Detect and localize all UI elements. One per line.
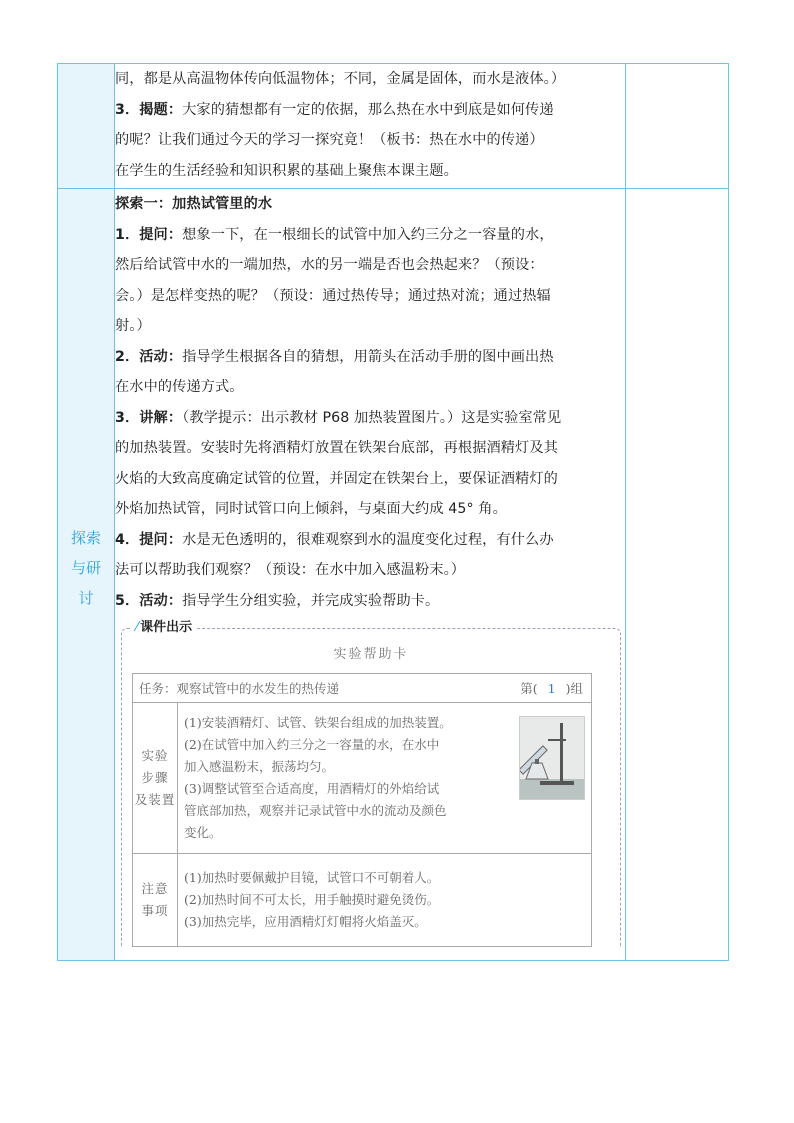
- group-number: 1: [547, 681, 556, 696]
- q4-label: 4．提问：: [115, 531, 183, 548]
- explore-content-cell: [115, 189, 626, 961]
- task-cell: [133, 674, 592, 703]
- steps-label-line-2: 步骤: [141, 770, 169, 785]
- intro-note-cell: [626, 64, 729, 189]
- note-1: (1)加热时要佩戴护目镜，试管口不可朝着人。: [184, 870, 440, 885]
- q4-text-1: 水是无色透明的，很难观察到水的温度变化过程，有什么办: [182, 531, 554, 548]
- q2-line-1: [115, 342, 625, 373]
- step-1: (1)安装酒精灯、试管、铁架台组成的加热装置。: [184, 715, 452, 730]
- task-text: 任务：观察试管中的水发生的热传递: [139, 681, 340, 696]
- explore-title: 探索一：加热试管里的水: [115, 196, 273, 212]
- step-2b: 加入感温粉末，振荡均匀。: [184, 759, 335, 774]
- explore-note-cell: [626, 189, 729, 961]
- q1-line-3: 会。）是怎样变热的呢？（预设：通过热传导；通过热对流；通过热辐: [115, 287, 551, 304]
- reveal-topic-label: 3．揭题：: [115, 101, 183, 118]
- q3-line-3: 火焰的大致高度确定试管的位置，并固定在铁架台上，要保证酒精灯的: [115, 470, 558, 487]
- explore-row: [58, 189, 729, 961]
- task-row: [133, 674, 592, 703]
- steps-label-line-1: 实验: [141, 748, 169, 763]
- note-2: (2)加热时间不可太长，用手触摸时避免烫伤。: [184, 892, 440, 907]
- notes-label-line-2: 事项: [141, 903, 169, 918]
- courseware-title-text: 课件出示: [140, 620, 193, 635]
- intro-row: [58, 64, 729, 189]
- q1-label: 1．提问：: [115, 226, 183, 243]
- reveal-topic-line-2: 的呢？让我们通过今天的学习一探究竟！（板书：热在水中的传递）: [115, 132, 544, 148]
- q1-line-1: [115, 220, 625, 251]
- intro-line-1: 同，都是从高温物体传向低温物体；不同，金属是固体，而水是液体。）: [115, 71, 566, 87]
- step-3c: 变化。: [184, 825, 222, 840]
- intro-content-cell: [115, 64, 626, 189]
- note-3: (3)加热完毕，应用酒精灯灯帽将火焰盖灭。: [184, 914, 427, 929]
- notes-label: [133, 854, 178, 947]
- courseware-title: [132, 619, 196, 637]
- steps-cell: [178, 703, 592, 854]
- apparatus-illustration: [520, 717, 584, 799]
- q3-text-1: （教学提示：出示教材 P68 加热装置图片。）这是实验室常见: [182, 409, 562, 426]
- step-3a: (3)调整试管至合适高度，用酒精灯的外焰给试: [184, 781, 440, 796]
- explore-label-cell: [58, 189, 115, 961]
- notes-cell: [178, 854, 592, 947]
- heating-apparatus-image: [519, 716, 585, 800]
- section-label-line-3: 讨: [78, 589, 94, 607]
- section-label: [58, 523, 114, 613]
- intro-label-cell: [58, 64, 115, 189]
- slash-icon: ⁄: [136, 620, 139, 635]
- lesson-plan-table: [57, 63, 729, 961]
- help-card-title: 实验帮助卡: [333, 647, 409, 662]
- q1-line-2: 然后给试管中水的一端加热，水的另一端是否也会热起来？（预设：: [115, 257, 544, 273]
- step-2a: (2)在试管中加入约三分之一容量的水，在水中: [184, 737, 440, 752]
- q2-text-1: 指导学生根据各自的猜想，用箭头在活动手册的图中画出热: [182, 348, 554, 365]
- steps-label: [133, 703, 178, 854]
- step-3b: 管底部加热，观察并记录试管中水的流动及颜色: [184, 803, 447, 818]
- q3-line-2: 的加热装置。安装时先将酒精灯放置在铁架台底部，再根据酒精灯及其: [115, 440, 558, 456]
- notes-row: [133, 854, 592, 947]
- design-intent-note: 在学生的生活经验和知识积累的基础上聚焦本课主题。: [115, 162, 458, 179]
- q3-line-4: 外焰加热试管，同时试管口向上倾斜，与桌面大约成 45° 角。: [115, 501, 507, 517]
- q5-text-1: 指导学生分组实验，并完成实验帮助卡。: [182, 592, 440, 609]
- help-card-table: [132, 673, 592, 947]
- steps-label-line-3: 及装置: [134, 792, 176, 807]
- q2-label: 2．活动：: [115, 348, 183, 365]
- q3-line-1: [115, 403, 625, 434]
- steps-row: [133, 703, 592, 854]
- section-label-line-1: 探索: [70, 529, 101, 547]
- q3-label: 3．讲解：: [115, 409, 183, 426]
- q4-line-1: [115, 525, 625, 556]
- reveal-topic-line-1: [115, 95, 625, 126]
- q1-text-1: 想象一下，在一根细长的试管中加入约三分之一容量的水，: [182, 226, 554, 243]
- q5-line-1: [115, 586, 625, 617]
- group-suffix: )组: [565, 681, 583, 696]
- section-label-line-2: 与研: [70, 559, 101, 577]
- notes-label-line-1: 注意: [141, 881, 169, 896]
- q5-label: 5．活动：: [115, 592, 183, 609]
- group-field: [520, 679, 583, 697]
- q4-line-2: 法可以帮助我们观察？（预设：在水中加入感温粉末。）: [115, 562, 466, 578]
- courseware-box: [121, 620, 621, 947]
- reveal-topic-text-a: 大家的猜想都有一定的依据，那么热在水中到底是如何传递: [182, 101, 554, 118]
- q2-line-2: 在水中的传递方式。: [115, 379, 244, 395]
- q1-line-4: 射。）: [115, 318, 151, 334]
- group-prefix: 第(: [520, 681, 538, 696]
